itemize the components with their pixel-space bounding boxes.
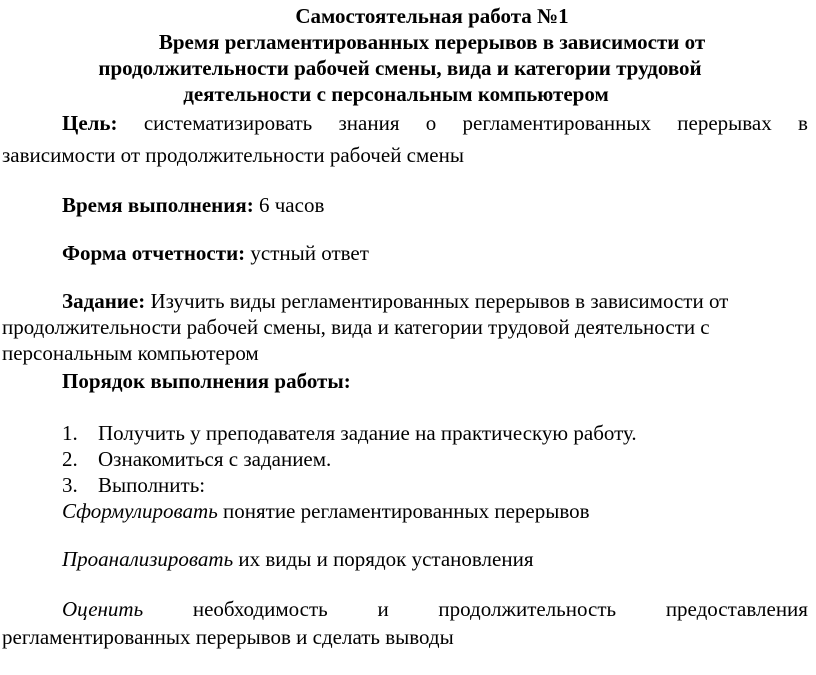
title-line-1: Самостоятельная работа №1 <box>295 4 569 28</box>
evaluate-verb: Оценить <box>62 597 144 621</box>
goal-word: систематизировать <box>143 111 313 135</box>
evaluate-word: и <box>377 597 389 621</box>
title-line-2: Время регламентированных перерывов в зависимости от <box>158 30 706 54</box>
goal-word: знания <box>338 111 400 135</box>
analyze-text: их виды и порядок установления <box>233 547 534 571</box>
report-value: устный ответ <box>245 241 369 265</box>
analyze-verb: Проанализировать <box>62 547 234 571</box>
goal-word: перерывах <box>677 111 772 135</box>
task-line-1 <box>62 288 728 314</box>
list-number: 1. <box>62 421 78 445</box>
report-row <box>62 240 369 266</box>
analyze-line <box>62 546 534 572</box>
goal-word: в <box>798 111 808 135</box>
task-line-3: персональным компьютером <box>2 341 259 365</box>
goal-line-1 <box>62 110 808 136</box>
task-text-1: Изучить виды регламентированных перерывов в зависимости от <box>145 289 729 313</box>
list-number: 2. <box>62 447 78 471</box>
evaluate-word: необходимость <box>192 597 328 621</box>
list-item <box>62 472 205 498</box>
goal-line-2: зависимости от продолжительности рабочей смены <box>2 143 464 167</box>
list-text: Ознакомиться с заданием. <box>98 447 332 471</box>
list-text: Выполнить: <box>98 473 206 497</box>
time-value: 6 часов <box>253 193 325 217</box>
list-number: 3. <box>62 473 78 497</box>
evaluate-word: продолжительность <box>438 597 617 621</box>
formulate-text: понятие регламентированных перерывов <box>217 499 590 523</box>
list-item <box>62 446 331 472</box>
time-label: Время выполнения: <box>62 193 254 217</box>
procedure-heading: Порядок выполнения работы: <box>62 369 351 393</box>
title-line-3: продолжительности рабочей смены, вида и категории трудовой <box>98 56 702 80</box>
report-label: Форма отчетности: <box>62 241 246 265</box>
title-line-4: деятельности с персональным компьютером <box>183 82 609 106</box>
time-row <box>62 192 324 218</box>
evaluate-word: предоставления <box>665 597 808 621</box>
goal-word: о <box>425 111 437 135</box>
task-label: Задание: <box>62 289 146 313</box>
list-text: Получить у преподавателя задание на практическую работу. <box>98 421 637 445</box>
evaluate-line-1 <box>62 596 808 622</box>
formulate-verb: Сформулировать <box>62 499 218 523</box>
list-item <box>62 420 637 446</box>
task-line-2: продолжительности рабочей смены, вида и категории трудовой деятельности с <box>2 315 710 339</box>
formulate-line <box>62 498 590 524</box>
goal-word: регламентированных <box>462 111 652 135</box>
evaluate-line-2: регламентированных перерывов и сделать выводы <box>2 625 454 649</box>
goal-label: Цель: <box>62 111 118 135</box>
